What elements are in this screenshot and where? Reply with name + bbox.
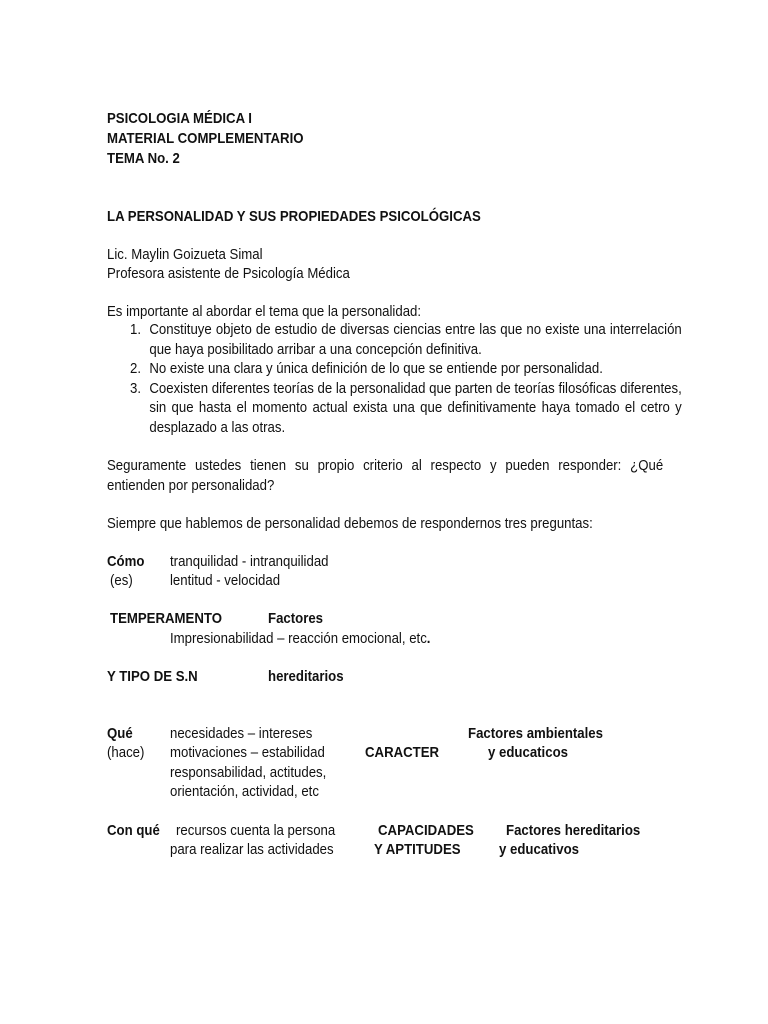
como-line-1: tranquilidad - intranquilidad: [170, 553, 329, 570]
que-factores-1: Factores ambientales: [468, 725, 603, 742]
como-sub: (es): [110, 572, 133, 589]
conque-line-1: recursos cuenta la persona: [176, 822, 336, 839]
paragraph-2: Siempre que hablemos de personalidad debemos de respondernos tres preguntas:: [107, 515, 593, 532]
list-number: 1.: [130, 321, 142, 338]
author-role: Profesora asistente de Psicología Médica: [107, 265, 350, 282]
list-number: 2.: [130, 360, 142, 377]
como-line-2: lentitud - velocidad: [170, 572, 281, 589]
que-sub: (hace): [107, 744, 145, 761]
document-title: LA PERSONALIDAD Y SUS PROPIEDADES PSICOLÓGICAS: [107, 208, 481, 225]
conque-line-2: para realizar las actividades: [170, 841, 334, 858]
conque-factores-2: y educativos: [499, 841, 579, 858]
aptitudes-label: Y APTITUDES: [374, 841, 461, 858]
que-line-3: responsabilidad, actitudes,: [170, 764, 327, 781]
list-item: [130, 320, 682, 359]
list-item: [130, 359, 682, 379]
tipo-sn-label: Y TIPO DE S.N: [107, 668, 198, 685]
que-label: Qué: [107, 725, 133, 742]
numbered-list: [130, 320, 730, 437]
paragraph-1: Seguramente ustedes tienen su propio criterio al respecto y pueden responder: ¿Qué entienden por personalidad?: [107, 457, 664, 494]
que-line-2: motivaciones – estabilidad: [170, 744, 325, 761]
author-name: Lic. Maylin Goizueta Simal: [107, 246, 263, 263]
hereditarios-label: hereditarios: [268, 668, 344, 685]
temperamento-desc: Impresionabilidad – reacción emocional, etc.: [170, 630, 431, 647]
que-line-4: orientación, actividad, etc: [170, 783, 319, 800]
header-line-1: PSICOLOGIA MÉDICA I: [107, 110, 252, 127]
conque-label: Con qué: [107, 822, 160, 839]
list-item: [130, 379, 682, 438]
header-line-2: MATERIAL COMPLEMENTARIO: [107, 130, 304, 147]
caracter-label: CARACTER: [365, 744, 440, 761]
header-line-3: TEMA No. 2: [107, 150, 180, 167]
que-line-1: necesidades – intereses: [170, 725, 313, 742]
como-label: Cómo: [107, 553, 145, 570]
list-text: Coexisten diferentes teorías de la personalidad que parten de teorías filosóficas diferentes, sin que hasta el momento actual exista una que definitivamente haya tomado el cetro y desplazado a las otras.: [149, 379, 682, 436]
que-factores-2: y educaticos: [488, 744, 568, 761]
list-number: 3.: [130, 379, 142, 397]
temperamento-label: TEMPERAMENTO: [110, 610, 222, 627]
list-text: Constituye objeto de estudio de diversas ciencias entre las que no existe una interrelación que haya posibilitado arribar a una concepción definitiva.: [149, 321, 682, 358]
capacidades-label: CAPACIDADES: [378, 822, 474, 839]
temperamento-factores: Factores: [268, 610, 324, 627]
intro-text: Es importante al abordar el tema que la personalidad:: [107, 303, 422, 320]
list-text: No existe una clara y única definición de lo que se entiende por personalidad.: [149, 360, 603, 377]
conque-factores-1: Factores hereditarios: [506, 822, 641, 839]
